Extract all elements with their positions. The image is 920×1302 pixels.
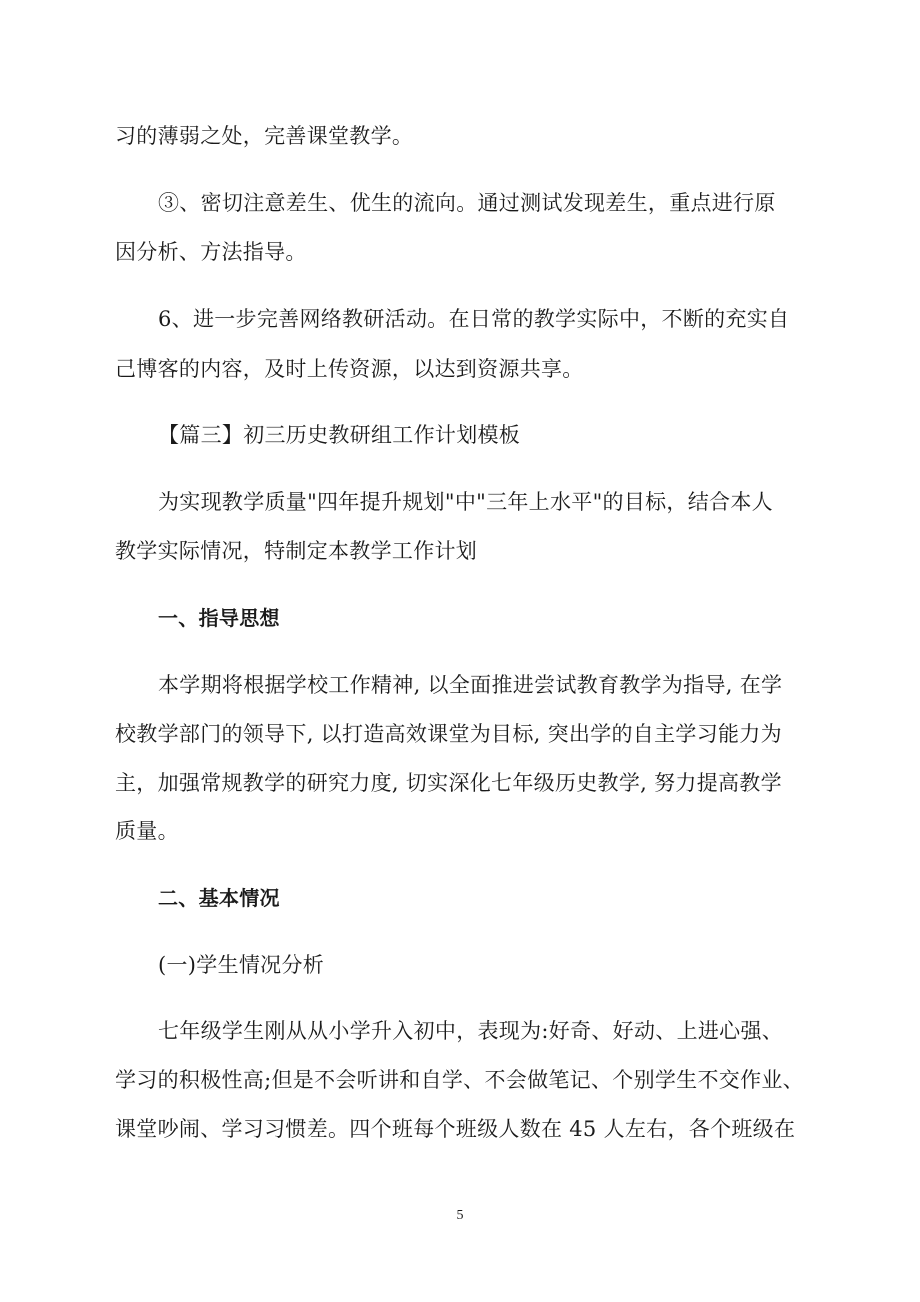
paragraph-line: 七年级学生刚从从小学升入初中，表现为:好奇、好动、上进心强、 [158, 1019, 784, 1043]
paragraph-line: 习的薄弱之处，完善课堂教学。 [115, 124, 414, 148]
section-title: 【篇三】初三历史教研组工作计划模板 [158, 423, 521, 447]
paragraph-line: 因分析、方法指导。 [115, 240, 307, 264]
paragraph-line: 主，加强常规教学的研究力度, 切实深化七年级历史教学, 努力提高教学 [115, 771, 782, 795]
heading-basic-situation: 二、基本情况 [158, 886, 280, 910]
paragraph-line: 为实现教学质量"四年提升规划"中"三年上水平"的目标，结合本人 [158, 490, 773, 514]
paragraph-line: 己博客的内容，及时上传资源，以达到资源共享。 [115, 357, 584, 381]
paragraph-line: 6、进一步完善网络教研活动。在日常的教学实际中，不断的充实自 [158, 307, 790, 331]
paragraph-line: ③、密切注意差生、优生的流向。通过测试发现差生，重点进行原 [158, 191, 776, 215]
page-number: 5 [456, 1208, 464, 1223]
paragraph-line: 学习的积极性高;但是不会听讲和自学、不会做笔记、个别学生不交作业、 [115, 1068, 804, 1092]
subheading-student-analysis: (一)学生情况分析 [158, 953, 325, 977]
paragraph-line: 质量。 [115, 819, 179, 843]
paragraph-line: 课堂吵闹、学习习惯差。四个班每个班级人数在 45 人左右，各个班级在 [115, 1117, 796, 1141]
paragraph-line: 教学实际情况，特制定本教学工作计划 [115, 539, 478, 563]
paragraph-line: 本学期将根据学校工作精神, 以全面推进尝试教育教学为指导, 在学 [158, 673, 783, 697]
paragraph-line: 校教学部门的领导下, 以打造高效课堂为目标, 突出学的自主学习能力为 [115, 722, 782, 746]
heading-guiding-ideology: 一、指导思想 [158, 606, 280, 630]
